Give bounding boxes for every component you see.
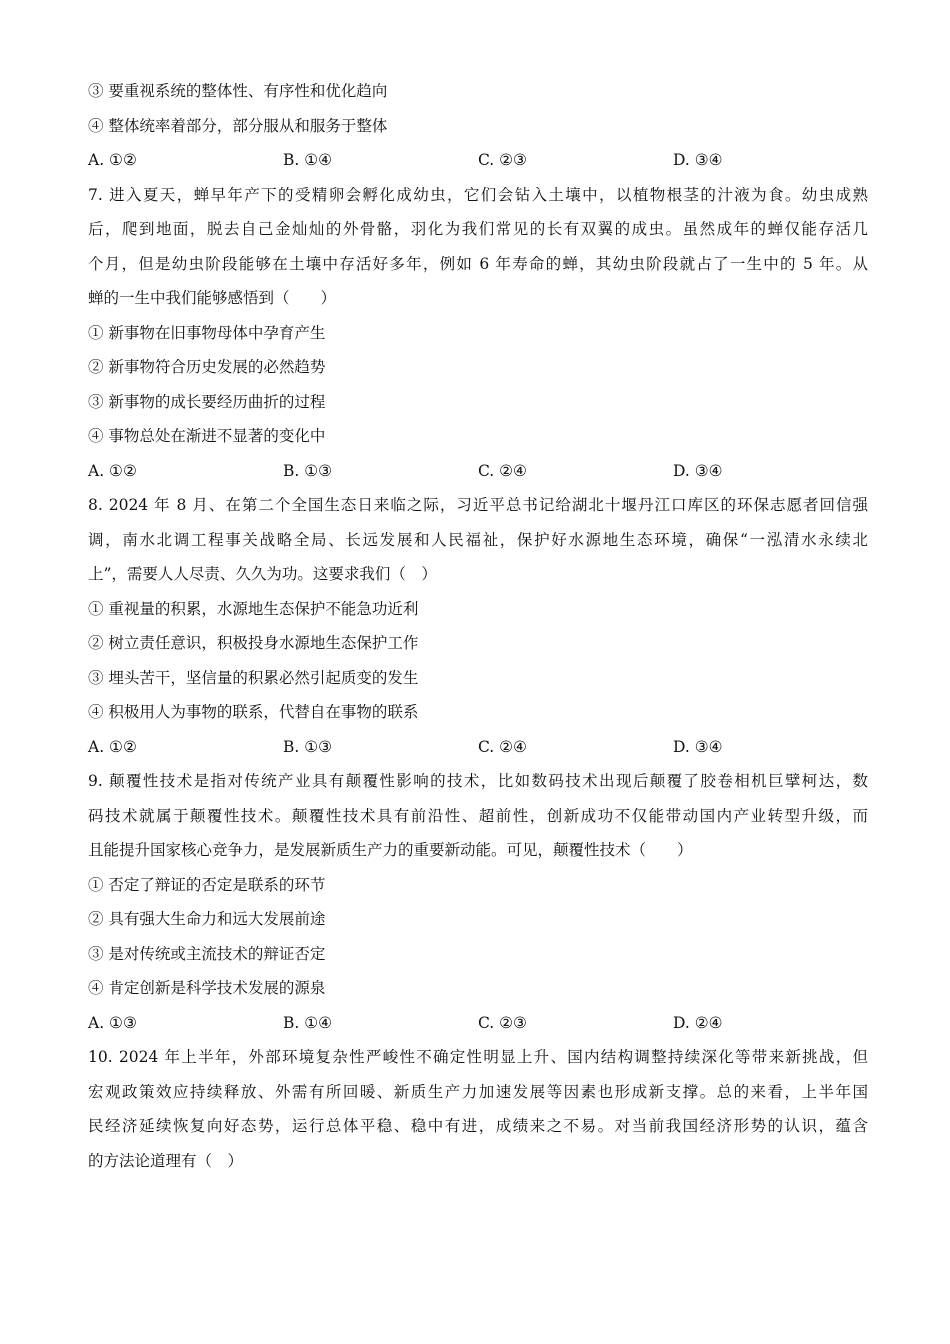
option-c: C. ②④ bbox=[478, 737, 527, 756]
option-d: D. ③④ bbox=[673, 151, 723, 169]
choice-item: ③ 新事物的成长要经历曲折的过程 bbox=[88, 392, 326, 411]
question-stem-line: 蝉的一生中我们能够感悟到（ ） bbox=[88, 289, 337, 307]
question-stem-line: 且能提升国家核心竞争力，是发展新质生产力的重要新动能。可见，颠覆性技术（ ） bbox=[88, 841, 693, 859]
choice-item: ④ 积极用人为事物的联系，代替自在事物的联系 bbox=[88, 703, 419, 721]
answer-options bbox=[88, 1006, 868, 1041]
choice-item: ④ 整体统率着部分，部分服从和服务于整体 bbox=[88, 116, 388, 135]
choice-item: ① 新事物在旧事物母体中孕育产生 bbox=[88, 323, 326, 342]
question-stem-line: 的方法论道理有（ ） bbox=[88, 1151, 244, 1170]
option-d: D. ③④ bbox=[673, 737, 723, 756]
question-6-tail bbox=[88, 74, 868, 178]
option-c: C. ②③ bbox=[478, 1013, 527, 1032]
answer-options bbox=[88, 454, 868, 489]
choice-item: ② 树立责任意识，积极投身水源地生态保护工作 bbox=[88, 634, 419, 652]
option-a: A. ①③ bbox=[88, 1013, 137, 1032]
option-c: C. ②③ bbox=[478, 151, 527, 169]
question-stem-line: 7. 进入夏天，蝉早年产下的受精卵会孵化成幼虫，它们会钻入土壤中，以植物根茎的汁液为食。幼虫成熟 bbox=[88, 185, 868, 204]
choice-item: ③ 要重视系统的整体性、有序性和优化趋向 bbox=[88, 82, 388, 100]
option-b: B. ①③ bbox=[283, 461, 333, 480]
choice-item: ④ 事物总处在渐进不显著的变化中 bbox=[88, 427, 326, 445]
choice-item: ① 重视量的积累，水源地生态保护不能急功近利 bbox=[88, 599, 419, 618]
question-stem-line: 码技术就属于颠覆性技术。颠覆性技术具有前沿性、超前性，创新成功不仅能带动国内产业转型升级，而 bbox=[88, 806, 868, 825]
option-c: C. ②④ bbox=[478, 461, 527, 480]
choice-item: ④ 肯定创新是科学技术发展的源泉 bbox=[88, 979, 326, 997]
question-9 bbox=[88, 764, 868, 1040]
choice-item: ② 具有强大生命力和远大发展前途 bbox=[88, 910, 326, 928]
question-stem-line: 调，南水北调工程事关战略全局、长远发展和人民福祉，保护好水源地生态环境，确保“一泓清水永续北 bbox=[88, 530, 868, 549]
choice-item: ③ 埋头苦干，坚信量的积累必然引起质变的发生 bbox=[88, 668, 419, 687]
question-stem-line: 8. 2024 年 8 月、在第二个全国生态日来临之际，习近平总书记给湖北十堰丹江口库区的环保志愿者回信强 bbox=[88, 496, 868, 514]
choice-item: ① 否定了辩证的否定是联系的环节 bbox=[88, 875, 326, 894]
option-d: D. ③④ bbox=[673, 461, 723, 480]
question-stem-line: 后，爬到地面，脱去自己金灿灿的外骨骼，羽化为我们常见的长有双翼的成虫。虽然成年的蝉仅能存活几 bbox=[88, 220, 868, 238]
choice-item: ② 新事物符合历史发展的必然趋势 bbox=[88, 358, 326, 376]
question-stem-line: 民经济延续恢复向好态势，运行总体平稳、稳中有进，成绩来之不易。对当前我国经济形势的认识，蕴含 bbox=[88, 1117, 868, 1135]
question-stem-line: 9. 颠覆性技术是指对传统产业具有颠覆性影响的技术，比如数码技术出现后颠覆了胶卷相机巨擘柯达，数 bbox=[88, 772, 868, 790]
choice-item: ③ 是对传统或主流技术的辩证否定 bbox=[88, 944, 326, 963]
question-stem-line: 宏观政策效应持续释放、外需有所回暖、新质生产力加速发展等因素也形成新支撑。总的来看，上半年国 bbox=[88, 1082, 868, 1101]
option-a: A. ①② bbox=[88, 737, 137, 756]
option-b: B. ①④ bbox=[283, 151, 333, 169]
document-page bbox=[88, 74, 868, 1178]
question-stem-line: 个月，但是幼虫阶段能够在土壤中存活好多年，例如 6 年寿命的蝉，其幼虫阶段就占了一生中的 5 年。从 bbox=[88, 254, 868, 273]
option-a: A. ①② bbox=[88, 461, 137, 480]
question-7 bbox=[88, 178, 868, 489]
option-d: D. ②④ bbox=[673, 1013, 723, 1032]
answer-options bbox=[88, 143, 868, 178]
question-stem-line: 10. 2024 年上半年，外部环境复杂性严峻性不确定性明显上升、国内结构调整持续深化等带来新挑战，但 bbox=[88, 1048, 868, 1066]
option-a: A. ①② bbox=[88, 151, 137, 169]
question-8 bbox=[88, 488, 868, 764]
answer-options bbox=[88, 730, 868, 765]
option-b: B. ①③ bbox=[283, 737, 333, 756]
option-b: B. ①④ bbox=[283, 1013, 333, 1032]
question-10 bbox=[88, 1040, 868, 1178]
question-stem-line: 上”，需要人人尽责、久久为功。这要求我们（ ） bbox=[88, 565, 437, 583]
